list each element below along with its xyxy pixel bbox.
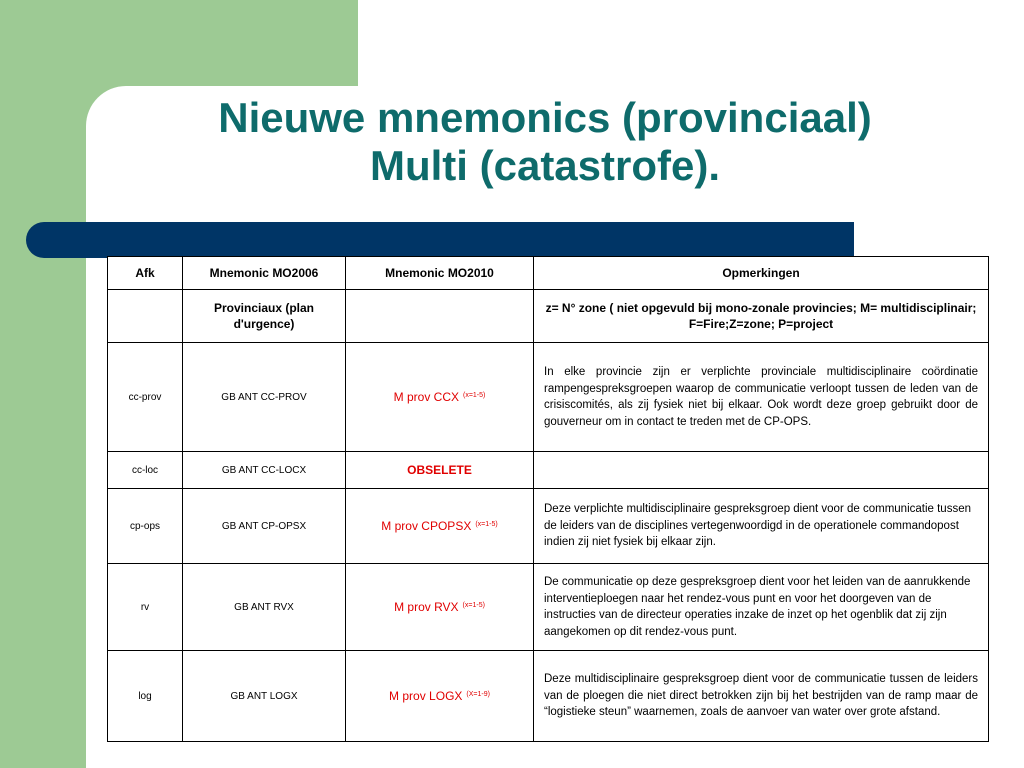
cell-mo2006: GB ANT CP-OPSX [183,489,346,564]
cell-afk: cc-prov [108,343,183,452]
cell-remark: Deze verplichte multidisciplinaire gespreksgroep dient voor de communicatie tussen de leiders van de disciplines vertegenwoordigd in de operationele commandopost indien zij niet fysiek bij elkaar zijn. [534,489,989,564]
cell-mo2010 [346,452,534,489]
table-subheader-row [108,290,989,343]
cell-mo2006: GB ANT CC-PROV [183,343,346,452]
cell-mo2010 [346,343,534,452]
cell-mo2006: GB ANT CC-LOCX [183,452,346,489]
cell-afk: rv [108,564,183,651]
range-note: (X=1-9) [466,691,490,698]
table-row [108,564,989,651]
cell-mo2010 [346,651,534,742]
cell-mo2010 [346,489,534,564]
mnemonic-value: M prov LOGX [389,689,463,703]
cell-remark: Deze multidisciplinaire gespreksgroep dient voor de communicatie tussen de leiders van de ploegen die niet direct betrokken zijn bij het bestrijden van de ramp maar de “logistieke steun” waarnemen, zoals de aanvoer van water over grote afstand. [534,651,989,742]
table-row [108,651,989,742]
range-note: (x=1-5) [462,392,486,399]
cell-mo2006: GB ANT LOGX [183,651,346,742]
cell-afk: cp-ops [108,489,183,564]
cell-mo2010 [346,564,534,651]
range-note: (x=1-5) [475,521,498,528]
header-opmerkingen: Opmerkingen [534,257,989,290]
cell-remark: De communicatie op deze gespreksgroep dient voor het leiden van de aanrukkende interventieploegen naar het rendez-vous punt en voor het doorgeven van de instructies van de directeur operaties inzake de inzet op het ogenblik dat zij zijn aangekomen op dit rendez-vous punt. [534,564,989,651]
mnemonic-value: M prov CCX [393,390,459,404]
table-header-row [108,257,989,290]
subheader-mo2010 [346,290,534,343]
header-mo2006: Mnemonic MO2006 [183,257,346,290]
mnemonic-value: M prov CPOPSX [381,519,472,533]
cell-remark: In elke provincie zijn er verplichte provinciale multidisciplinaire coördinatie rampengespreksgroepen waarop de communicatie verloopt tussen de leden van de crisiscomités, als zij fysiek niet bij elkaar. Ook wordt deze groep gebruikt door de gouverneur om in contact te treden met de CP-OPS. [534,343,989,452]
table-row [108,343,989,452]
cell-mo2006: GB ANT RVX [183,564,346,651]
navy-divider-bar [26,222,854,258]
mnemonic-value: OBSELETE [407,463,472,477]
cell-remark [534,452,989,489]
header-mo2010: Mnemonic MO2010 [346,257,534,290]
range-note: (x=1-5) [462,602,485,609]
cell-afk: log [108,651,183,742]
slide-title [150,94,940,190]
title-line-1: Nieuwe mnemonics (provinciaal) [218,94,872,141]
table-row [108,489,989,564]
title-line-2: Multi (catastrofe). [369,142,721,189]
subheader-afk [108,290,183,343]
subheader-mo2006: Provinciaux (plan d'urgence) [183,290,346,343]
mnemonics-table [107,256,989,742]
mnemonic-value: M prov RVX [394,600,459,614]
subheader-remark: z= N° zone ( niet opgevuld bij mono-zonale provincies; M= multidisciplinair; F=Fire;Z=zone; P=project [534,290,989,343]
table-row [108,452,989,489]
header-afk: Afk [108,257,183,290]
cell-afk: cc-loc [108,452,183,489]
